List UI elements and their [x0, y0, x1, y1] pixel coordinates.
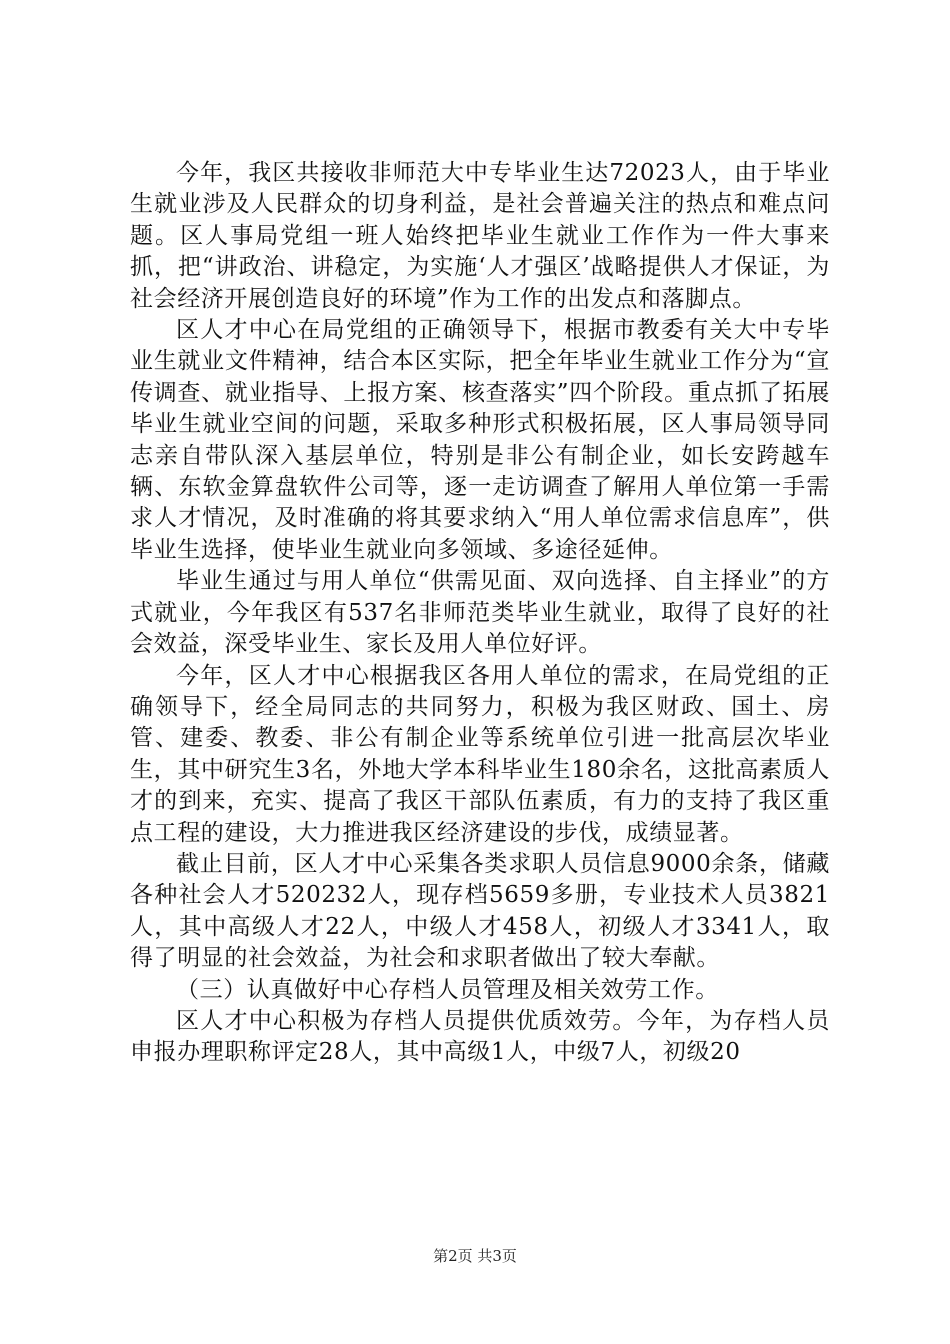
- document-body: [130, 158, 830, 1069]
- page-number: 第2页 共3页: [433, 1247, 517, 1265]
- paragraph-talent-introduction: 今年，区人才中心根据我区各用人单位的需求，在局党组的正确领导下，经全局同志的共同努力，积极为我区财政、国土、房管、建委、教委、非公有制企业等系统单位引进一批高层次毕业生，其中研究生3名，外地大学本科毕业生180余名，这批高素质人才的到来，充实、提高了我区干部队伍素质，有力的支持了我区重点工程的建设，大力推进我区经济建设的步伐，成绩显著。: [130, 662, 830, 846]
- paragraph-talent-center-work: 区人才中心在局党组的正确领导下，根据市教委有关大中专毕业生就业文件精神，结合本区实际，把全年毕业生就业工作分为“宣传调查、就业指导、上报方案、核查落实”四个阶段。重点抓了拓展毕业生就业空间的问题，采取多种形式积极拓展，区人事局领导同志亲自带队深入基层单位，特别是非公有制企业，如长安跨越车辆、东软金算盘软件公司等，逐一走访调查了解用人单位第一手需求人才情况，及时准确的将其要求纳入“用人单位需求信息库”，供毕业生选择，使毕业生就业向多领域、多途径延伸。: [130, 317, 830, 563]
- paragraph-employment-results: 毕业生通过与用人单位“供需见面、双向选择、自主择业”的方式就业，今年我区有537名非师范类毕业生就业，取得了良好的社会效益，深受毕业生、家长及用人单位好评。: [130, 568, 830, 658]
- page-footer: [0, 1246, 950, 1266]
- section-heading-archive-management: （三）认真做好中心存档人员管理及相关效劳工作。: [176, 976, 719, 1003]
- paragraph-statistics: 截止目前，区人才中心采集各类求职人员信息9000余条，储藏各种社会人才520232人，现存档5659多册，专业技术人员3821人，其中高级人才22人，中级人才458人，初级人才3341人，取得了明显的社会效益，为社会和求职者做出了较大奉献。: [130, 850, 830, 972]
- paragraph-graduate-intake: 今年，我区共接收非师范大中专毕业生达72023人，由于毕业生就业涉及人民群众的切身利益，是社会普遍关注的热点和难点问题。区人事局党组一班人始终把毕业生就业工作作为一件大事来抓，把“讲政治、讲稳定，为实施‘人才强区’战略提供人才保证，为社会经济开展创造良好的环境”作为工作的出发点和落脚点。: [130, 160, 830, 312]
- paragraph-archive-services: 区人才中心积极为存档人员提供优质效劳。今年，为存档人员申报办理职称评定28人，其中高级1人，中级7人，初级20: [130, 1007, 830, 1066]
